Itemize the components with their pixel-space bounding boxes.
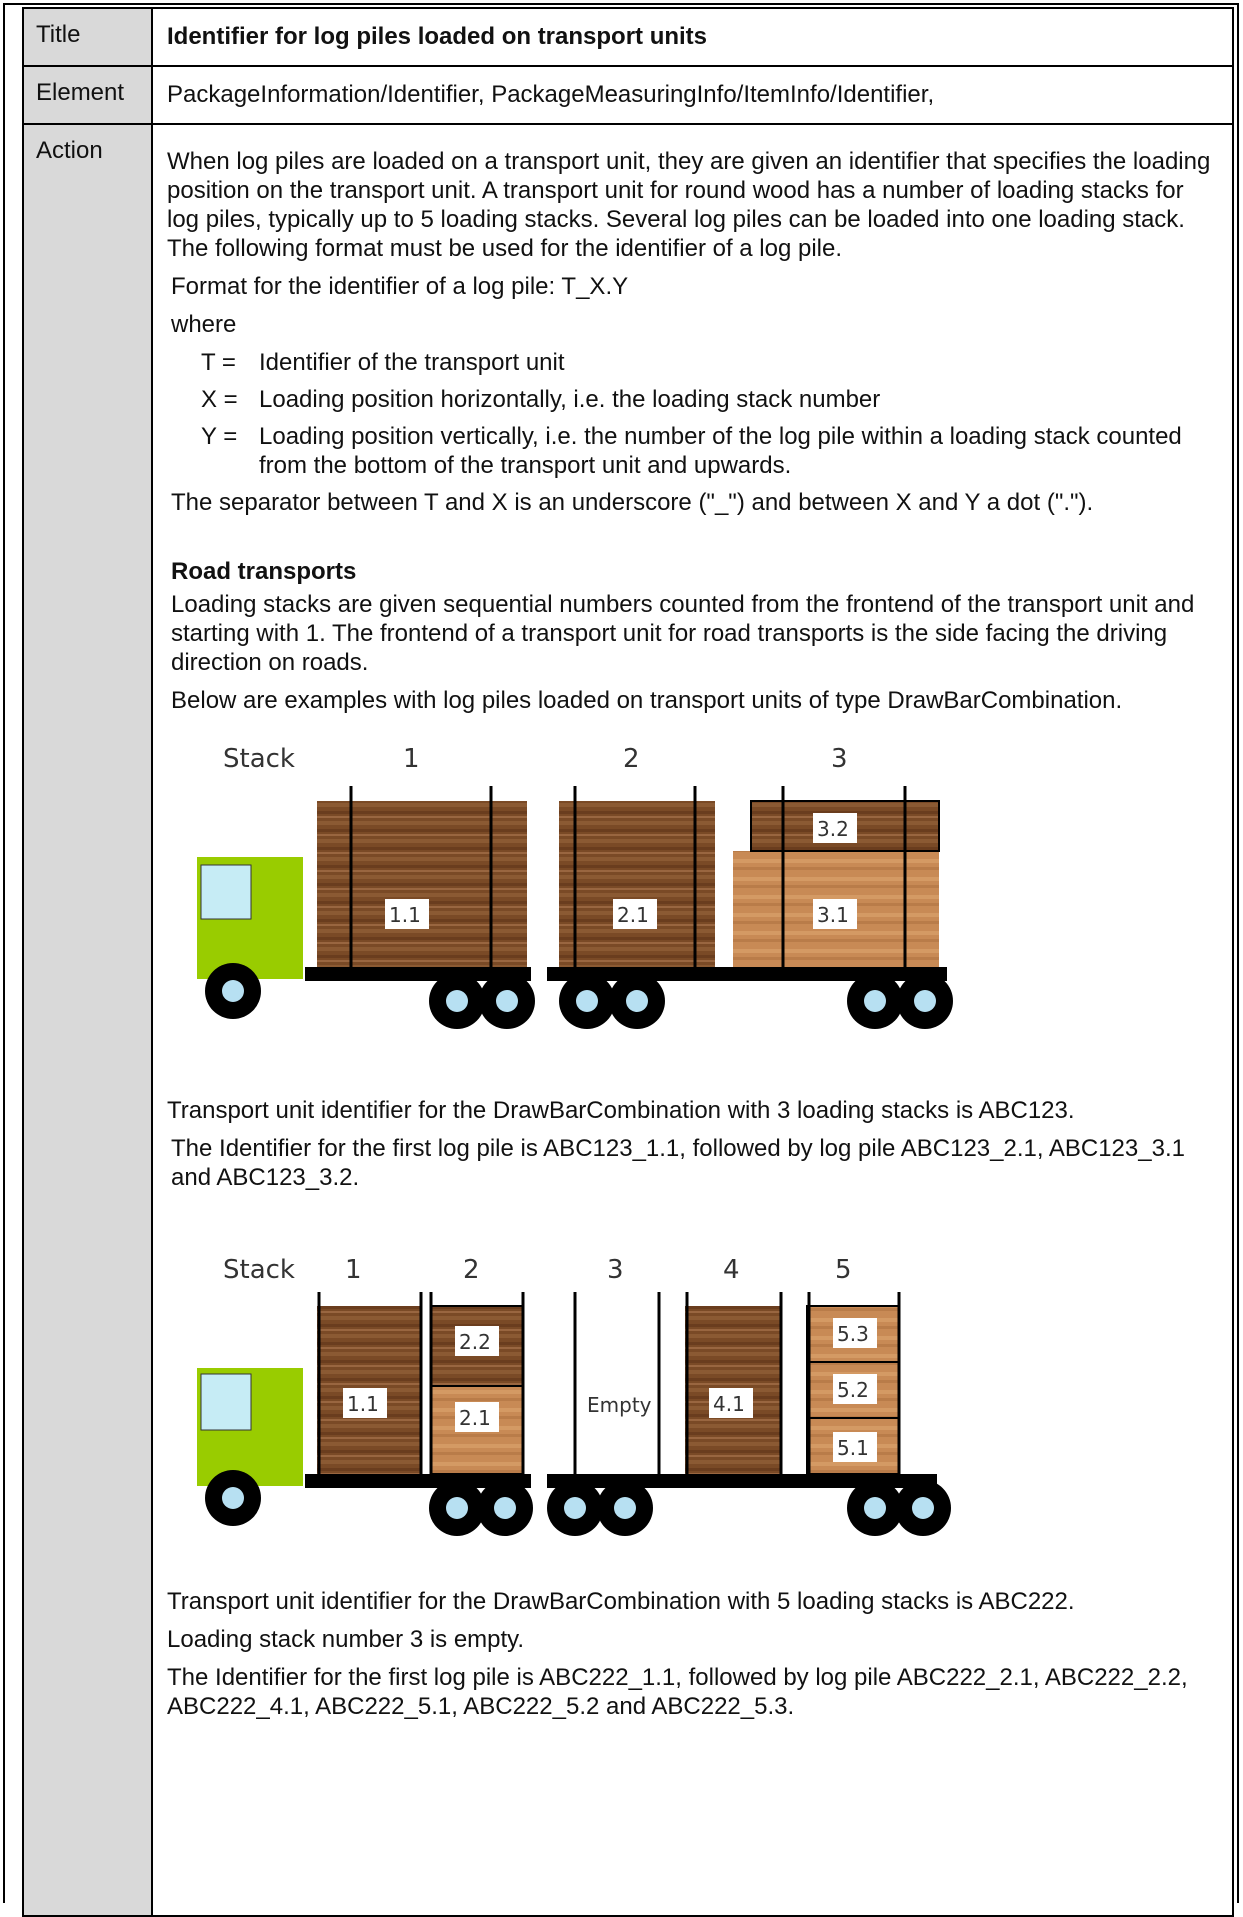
stack-axis-label: Stack <box>223 1255 295 1285</box>
definition-key: Y = <box>201 423 238 450</box>
pile-label-5-1: 5.1 <box>837 1436 869 1460</box>
log-pile-2-1 <box>559 801 715 967</box>
element-label: Element <box>36 79 125 106</box>
action-label: Action <box>36 137 103 164</box>
stack-number-2: 2 <box>623 744 640 774</box>
pile-label-3-2: 3.2 <box>817 817 849 841</box>
title-value: Identifier for log piles loaded on transport units <box>167 23 708 50</box>
definition-table <box>22 7 1234 1917</box>
title-label-cell <box>23 8 152 66</box>
pile-label-5-2: 5.2 <box>837 1378 869 1402</box>
element-value: PackageInformation/Identifier, PackageMeasuringInfo/ItemInfo/Identifier, <box>167 81 935 108</box>
stack-number-5: 5 <box>835 1255 852 1285</box>
stack-number-4: 4 <box>723 1255 740 1285</box>
definition-value: Loading position horizontally, i.e. the loading stack number <box>259 386 881 413</box>
definition-list <box>201 348 1222 480</box>
pile-label-5-3: 5.3 <box>837 1322 869 1346</box>
pile-label-3-1: 3.1 <box>817 903 849 927</box>
cab-window <box>201 1374 251 1430</box>
figure2-caption-2: Loading stack number 3 is empty. <box>167 1626 525 1653</box>
road-transports-heading: Road transports <box>171 558 357 585</box>
definition-t <box>201 348 1222 377</box>
pile-label-1-1: 1.1 <box>347 1392 379 1416</box>
figure2-caption-1: Transport unit identifier for the DrawBarCombination with 5 loading stacks is ABC222. <box>167 1588 1075 1615</box>
examples-intro: Below are examples with log piles loaded on transport units of type DrawBarCombination. <box>171 687 1123 714</box>
element-value-cell <box>152 66 1233 124</box>
stack-number-3: 3 <box>607 1255 624 1285</box>
where-line: where <box>171 311 237 338</box>
truck-figure-3-stacks <box>195 731 1195 1068</box>
figure1-caption-1: Transport unit identifier for the DrawBarCombination with 3 loading stacks is ABC123. <box>167 1097 1075 1124</box>
action-value-cell <box>152 124 1233 1916</box>
intro-paragraph: When log piles are loaded on a transport unit, they are given an identifier that specifies the loading position on the transport unit. A transport unit for round wood has a number of loading stacks for log piles, typically up to 5 loading stacks. Several log piles can be loaded into one loading stack. The following format must be used for the identifier of a log pile. <box>167 148 1211 262</box>
stack-number-1: 1 <box>403 744 420 774</box>
definition-y <box>201 422 1222 480</box>
element-row <box>23 66 1233 124</box>
title-row <box>23 8 1233 66</box>
log-pile-1-1 <box>317 801 527 967</box>
cab-window <box>201 865 251 919</box>
stack-number-1: 1 <box>345 1255 362 1285</box>
pile-label-4-1: 4.1 <box>713 1392 745 1416</box>
definition-key: T = <box>201 349 236 376</box>
format-line: Format for the identifier of a log pile: T_X.Y <box>171 273 629 300</box>
stack-number-3: 3 <box>831 744 848 774</box>
action-row <box>23 124 1233 1916</box>
definition-key: X = <box>201 386 238 413</box>
figure2-caption-3: The Identifier for the first log pile is ABC222_1.1, followed by log pile ABC222_2.1, ABC222_2.2, ABC222_4.1, ABC222_5.1, ABC222_5.2 and ABC222_5.3. <box>167 1664 1188 1720</box>
pile-label-2-2: 2.2 <box>459 1330 491 1354</box>
separator-line: The separator between T and X is an underscore ("_") and between X and Y a dot ("."). <box>171 489 1094 516</box>
pile-label-2-1: 2.1 <box>617 903 649 927</box>
element-label-cell <box>23 66 152 124</box>
title-label: Title <box>36 21 81 48</box>
action-body <box>167 147 1222 1730</box>
pile-label-1-1: 1.1 <box>389 903 421 927</box>
definition-x <box>201 385 1222 414</box>
stack-number-2: 2 <box>463 1255 480 1285</box>
truck-figure-5-stacks <box>195 1244 1195 1561</box>
stack-axis-label: Stack <box>223 744 295 774</box>
figure1-caption-2: The Identifier for the first log pile is ABC123_1.1, followed by log pile ABC123_2.1, ABC123_3.1 and ABC123_3.2. <box>171 1135 1185 1191</box>
definition-value: Loading position vertically, i.e. the number of the log pile within a loading stack counted from the bottom of the transport unit and upwards. <box>259 423 1182 479</box>
title-value-cell <box>152 8 1233 66</box>
pile-label-empty: Empty <box>587 1393 652 1417</box>
definition-value: Identifier of the transport unit <box>259 349 565 376</box>
truck-illustration-5-stacks <box>195 1244 1195 1554</box>
pile-label-2-1: 2.1 <box>459 1406 491 1430</box>
road-transports-text: Loading stacks are given sequential numbers counted from the frontend of the transport unit and starting with 1. The frontend of a transport unit for road transports is the side facing the driving direction on roads. <box>171 591 1195 676</box>
truck-illustration-3-stacks <box>195 731 1195 1061</box>
action-label-cell <box>23 124 152 1916</box>
